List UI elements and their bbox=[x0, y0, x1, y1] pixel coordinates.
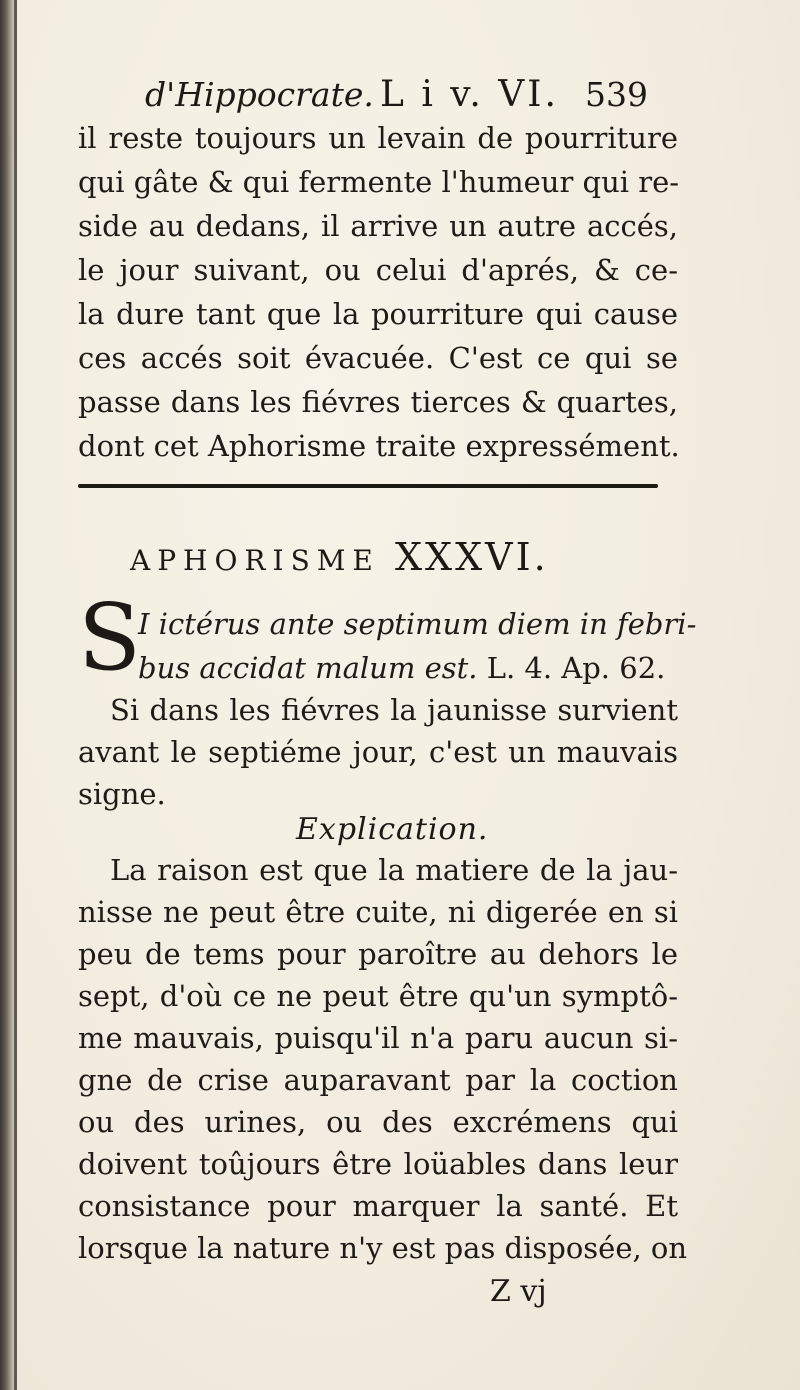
section-divider-rule bbox=[78, 484, 658, 488]
aphorism-number: XXXVI. bbox=[394, 535, 549, 579]
catchword-signature: Z vj bbox=[490, 1274, 547, 1309]
explication-line: ou des urines, ou des excrémens qui bbox=[78, 1105, 678, 1139]
text-line: passe dans les fiévres tierces & quartes, bbox=[78, 385, 678, 419]
drop-cap: S bbox=[78, 584, 142, 691]
french-translation-line: avant le septiéme jour, c'est un mauvais bbox=[78, 735, 678, 769]
explication-line: La raison est que la matiere de la jau- bbox=[110, 853, 678, 887]
aphorism-heading bbox=[130, 533, 610, 581]
explication-line: peu de tems pour paroître au dehors le bbox=[78, 937, 678, 971]
text-line: dont cet Aphorisme traite expressément. bbox=[78, 429, 680, 463]
explication-heading: Explication. bbox=[296, 812, 489, 847]
explication-line: gne de crise auparavant par la coction bbox=[78, 1063, 678, 1097]
explication-line: nisse ne peut être cuite, ni digerée en si bbox=[78, 895, 678, 929]
french-translation-line: signe. bbox=[78, 777, 166, 811]
explication-line: sept, d'où ce ne peut être qu'un symptô- bbox=[78, 979, 678, 1013]
book-spine-shadow bbox=[0, 0, 14, 1390]
text-line: il reste toujours un levain de pourriture bbox=[78, 121, 678, 155]
text-line: ces accés soit évacuée. C'est ce qui se bbox=[78, 341, 678, 375]
text-line: side au dedans, il arrive un autre accés, bbox=[78, 209, 678, 243]
explication-line: doivent toûjours être loüables dans leur bbox=[78, 1147, 678, 1181]
explication-line: lorsque la nature n'y est pas disposée, on bbox=[78, 1231, 688, 1265]
text-line: qui gâte & qui fermente l'humeur qui re- bbox=[78, 165, 680, 199]
text-line: la dure tant que la pourriture qui cause bbox=[78, 297, 678, 331]
latin-text: bus accidat malum est. bbox=[138, 651, 478, 685]
book-number: L i v. VI. bbox=[380, 74, 559, 115]
aphorism-reference: L. 4. Ap. 62. bbox=[486, 651, 666, 685]
aphorism-label: APHORISME bbox=[130, 544, 380, 577]
explication-line: consistance pour marquer la santé. Et bbox=[78, 1189, 678, 1223]
page-number: 539 bbox=[585, 75, 648, 114]
page-edge-line bbox=[14, 0, 17, 1390]
explication-line: me mauvais, puisqu'il n'a paru aucun si- bbox=[78, 1021, 678, 1055]
latin-text-line: I ictérus ante septimum diem in febri- bbox=[138, 607, 697, 641]
latin-text-line-with-reference bbox=[138, 650, 678, 688]
running-header bbox=[145, 70, 665, 120]
running-title: d'Hippocrate. bbox=[145, 75, 374, 114]
text-line: le jour suivant, ou celui d'aprés, & ce- bbox=[78, 253, 678, 287]
french-translation-line: Si dans les fiévres la jaunisse survient bbox=[110, 693, 678, 727]
